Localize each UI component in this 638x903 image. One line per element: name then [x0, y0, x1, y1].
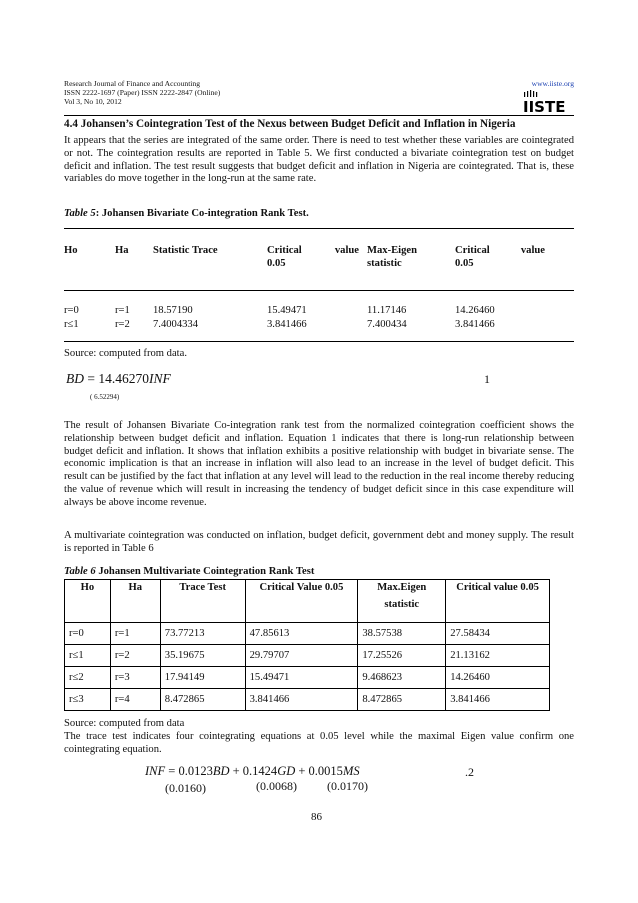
table5-header-maxeigen [367, 229, 455, 291]
equation-1-coef: = 14.46270 [84, 371, 149, 386]
equation-2-lhs: INF [145, 764, 166, 778]
table6-header-trace: Trace Test [160, 580, 245, 623]
table5-cell: r≤1 [64, 319, 79, 330]
table5-header-critical2-a: Critical [455, 245, 490, 256]
equation-1-standard-error: ( 6.52294) [90, 393, 120, 401]
table6-cell: 47.85613 [245, 623, 358, 645]
table5-header-critical-a: Critical [267, 245, 302, 256]
table5-cell: 3.841466 [455, 319, 495, 330]
table5-row [64, 291, 574, 320]
table5-cell: 18.57190 [153, 305, 193, 316]
table6-cell: 3.841466 [446, 689, 550, 711]
table6-cell: 38.57538 [358, 623, 446, 645]
table6-row [65, 623, 550, 645]
page-number: 86 [311, 811, 322, 823]
table5-header-critical [267, 229, 367, 291]
equation-2-se-ms: (0.0170) [327, 779, 368, 793]
table6-row [65, 667, 550, 689]
table6-header-maxeigen [358, 580, 446, 623]
equation-2-var2: GD [277, 764, 296, 778]
table6-header-critical2: Critical value 0.05 [446, 580, 550, 623]
paragraph-bivariate-result: The result of Johansen Bivariate Co-integration rank test from the normalized cointegration coefficient shows the relationship between budget deficit and inflation. Equation 1 indicates that there is long-run relationship between budget deficit and inflation. It shows that inflation exhibits a positive relationship with budget in bivariate sense. The economic implication is that an increase in inflation will also lead to an increase in the level of budget deficit. This result can be justified by the fact that inflation at any level will lead to the reduction in the real income thereby reducing the value of revenue which will result in increasing the tendency of budget deficit since in this case expenditure will always be above income revenue. [64, 420, 574, 508]
table6-row [65, 689, 550, 711]
section-title: 4.4 Johansen’s Cointegration Test of the Nexus between Budget Deficit and Inflation in Nigeria [64, 118, 516, 130]
table5-header-critical2-c: 0.05 [455, 257, 474, 269]
table6-cell: 8.472865 [358, 689, 446, 711]
table6-header-ha: Ha [110, 580, 160, 623]
table6-cell: 73.77213 [160, 623, 245, 645]
table6-cell: 17.25526 [358, 645, 446, 667]
table6-cell: 9.468623 [358, 667, 446, 689]
table6-header-maxeigen-b: statistic [384, 599, 420, 610]
table6-cell: r=1 [110, 623, 160, 645]
table5-cell: 7.4004334 [153, 319, 199, 330]
table5-caption [64, 208, 309, 219]
journal-issn: ISSN 2222-1697 (Paper) ISSN 2222-2847 (Online) [64, 88, 221, 98]
table6-header-critical: Critical Value 0.05 [245, 580, 358, 623]
equation-2-se-bd: (0.0160) [165, 781, 206, 795]
table6-cell: r≤1 [65, 645, 111, 667]
table5 [64, 228, 574, 342]
table5-header-trace: Statistic Trace [153, 245, 218, 256]
table6-caption [64, 566, 314, 577]
table5-header-ha: Ha [115, 245, 129, 256]
header-rule [64, 115, 574, 116]
equation-2-term1: = 0.0123 [165, 764, 213, 778]
table5-cell: 11.17146 [367, 305, 407, 316]
table5-header-maxeigen-b: statistic [367, 257, 402, 269]
table5-caption-label: Table 5 [64, 208, 96, 219]
equation-1-lhs: BD [66, 371, 84, 386]
journal-name: Research Journal of Finance and Accounting [64, 79, 201, 88]
table6-caption-text: Johansen Multivariate Cointegration Rank Test [95, 566, 315, 577]
table5-header-ho: Ho [64, 245, 78, 256]
table6-cell: 35.19675 [160, 645, 245, 667]
equation-2-term2: + 0.1424 [229, 764, 278, 778]
equation-2 [145, 764, 360, 779]
iiste-logo [521, 90, 571, 114]
paragraph-intro: It appears that the series are integrated of the same order. There is need to test whether these variables are cointegrated or not. The cointegration results are reported in Table 5. We first conducted a bivariate cointegration test on budget deficit and inflation. The test result suggests that budget deficit and inflation in Nigeria are cointegrated. That is, these variables do move together in the long-run at the same rate. [64, 135, 574, 185]
equation-2-number: .2 [465, 765, 474, 779]
table6-cell: r≤3 [65, 689, 111, 711]
equation-1-number: 1 [484, 372, 490, 386]
table6 [64, 579, 550, 711]
table5-cell: 14.26460 [455, 305, 495, 316]
table6-header-ho: Ho [65, 580, 111, 623]
table5-cell: r=1 [115, 305, 130, 316]
logo-text: IISTE [523, 98, 566, 114]
table5-cell: 3.841466 [267, 319, 307, 330]
table6-cell: 17.94149 [160, 667, 245, 689]
table6-cell: 27.58434 [446, 623, 550, 645]
table6-cell: r=2 [110, 645, 160, 667]
table6-cell: r≤2 [65, 667, 111, 689]
table6-cell: 29.79707 [245, 645, 358, 667]
equation-1-rhs: INF [149, 371, 171, 386]
table5-row [64, 319, 574, 342]
table6-header-row [65, 580, 550, 623]
equation-2-var1: BD [212, 764, 230, 778]
table6-cell: 14.26460 [446, 667, 550, 689]
table6-caption-label: Table 6 [64, 566, 96, 577]
journal-volume: Vol 3, No 10, 2012 [64, 97, 122, 107]
table6-cell: r=0 [65, 623, 111, 645]
table6-cell: 15.49471 [245, 667, 358, 689]
table5-header-maxeigen-a: Max-Eigen [367, 245, 418, 256]
table5-caption-text: : Johansen Bivariate Co-integration Rank Test. [95, 208, 309, 219]
equation-1 [66, 371, 171, 387]
table6-cell: 21.13162 [446, 645, 550, 667]
table5-cell: 7.400434 [367, 319, 407, 330]
equation-2-var3: MS [342, 764, 360, 778]
journal-website-link[interactable]: www.iiste.org [531, 79, 574, 88]
table6-cell: r=3 [110, 667, 160, 689]
table6-row [65, 645, 550, 667]
paragraph-multivariate-intro: A multivariate cointegration was conducted on inflation, budget deficit, government debt and money supply. The result is reported in Table 6 [64, 530, 574, 554]
table5-cell: r=0 [64, 305, 79, 316]
table5-cell: r=2 [115, 319, 130, 330]
equation-2-term3: + 0.0015 [295, 764, 343, 778]
table5-cell: 15.49471 [267, 305, 307, 316]
paragraph-trace-test: The trace test indicates four cointegrating equations at 0.05 level while the maximal Eigen value confirm one cointegrating equation. [64, 731, 574, 755]
table6-header-maxeigen-a: Max.Eigen [377, 582, 427, 593]
table6-cell: 8.472865 [160, 689, 245, 711]
table5-header-row [64, 229, 574, 291]
table6-cell: r=4 [110, 689, 160, 711]
table5-header-critical2 [455, 229, 574, 291]
table5-source: Source: computed from data. [64, 348, 187, 359]
table5-header-critical-c: 0.05 [267, 257, 286, 269]
journal-header [64, 79, 220, 107]
table6-cell: 3.841466 [245, 689, 358, 711]
table6-source: Source: computed from data [64, 718, 185, 729]
table5-header-critical2-b: value [520, 245, 545, 256]
equation-2-se-gd: (0.0068) [256, 779, 297, 793]
table5-header-critical-b: value [334, 245, 359, 256]
